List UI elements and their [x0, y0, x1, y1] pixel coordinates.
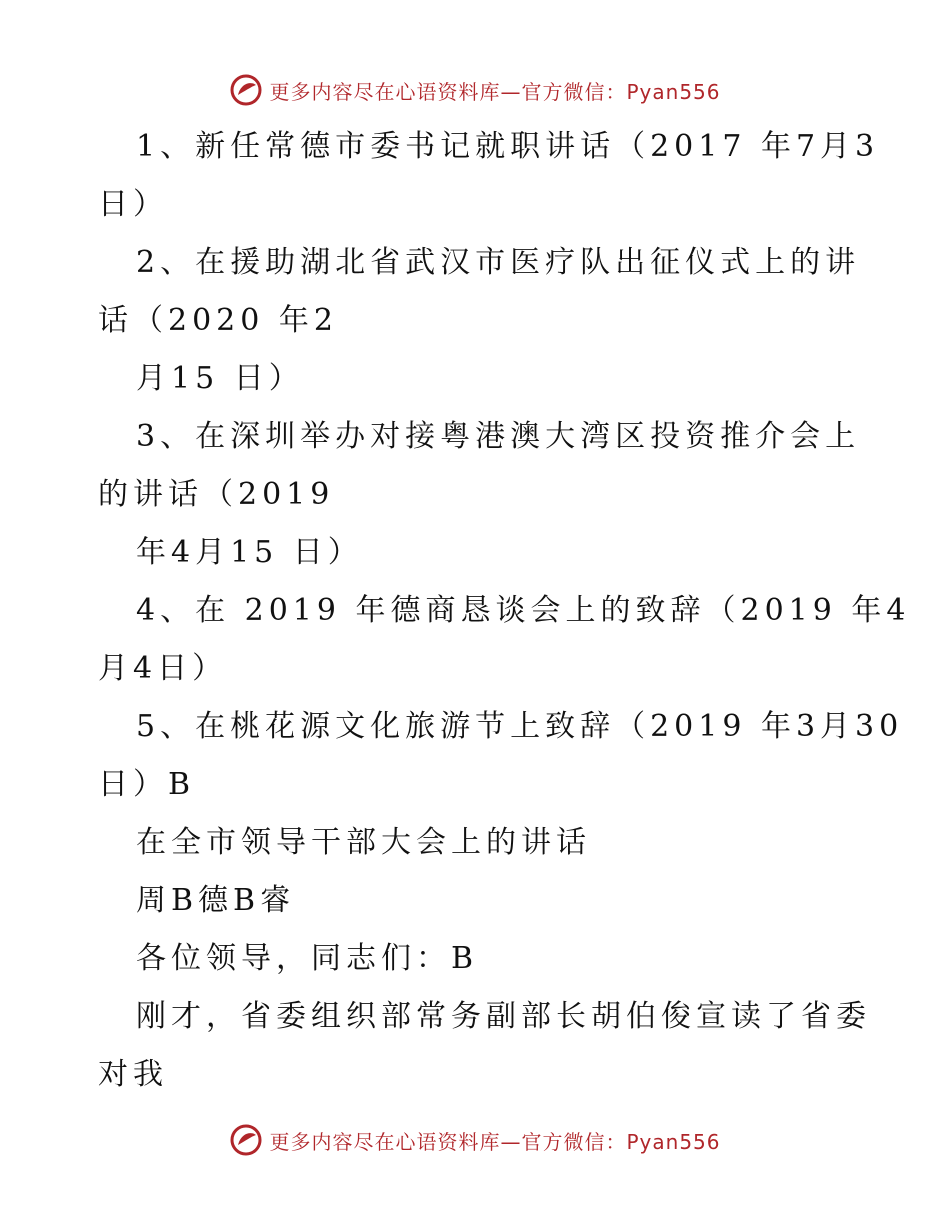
doc-line-11: 5、在桃花源文化旅游节上致辞（2019 年3月30 [136, 709, 904, 744]
footer-brand-text: 更多内容尽在心语资料库 [269, 1129, 501, 1154]
header-brand-text-group [269, 76, 720, 105]
header-wechat-label: 官方微信： [521, 79, 627, 104]
header-brand [229, 73, 720, 107]
doc-line-9: 4、在 2019 年德商恳谈会上的致辞（2019 年4 [136, 593, 911, 628]
doc-line-6: 3、在深圳举办对接粤港澳大湾区投资推介会上 [136, 419, 861, 454]
doc-line-1: 1、新任常德市委书记就职讲话（2017 年7月3 [136, 129, 880, 164]
library-logo-icon [229, 73, 263, 107]
footer-brand-text-group [269, 1126, 720, 1155]
header-brand-text: 更多内容尽在心语资料库 [269, 79, 501, 104]
footer-dash: — [500, 1129, 522, 1154]
page-header [0, 70, 950, 110]
doc-line-5: 月15 日） [136, 361, 304, 396]
doc-line-2: 日） [98, 187, 168, 222]
footer-wechat-id: Pyan556 [626, 1129, 721, 1154]
doc-line-10: 月4日） [98, 651, 228, 686]
footer-wechat-label: 官方微信： [521, 1129, 627, 1154]
header-wechat-id: Pyan556 [626, 79, 721, 104]
doc-line-16: 刚才，省委组织部常务副部长胡伯俊宣读了省委 [136, 999, 871, 1034]
doc-line-4: 话（2020 年2 [98, 303, 338, 338]
document-body [98, 118, 911, 1104]
doc-line-12: 日）B [98, 767, 196, 802]
footer-brand [229, 1123, 720, 1157]
doc-line-13: 在全市领导干部大会上的讲话 [136, 825, 591, 860]
library-logo-icon [229, 1123, 263, 1157]
doc-line-3: 2、在援助湖北省武汉市医疗队出征仪式上的讲 [136, 245, 861, 280]
doc-line-7: 的讲话（2019 [98, 477, 335, 512]
doc-line-14: 周B德B睿 [136, 883, 296, 918]
header-dash: — [500, 79, 522, 104]
doc-line-8: 年4月15 日） [136, 535, 363, 570]
doc-line-17: 对我 [98, 1057, 168, 1092]
doc-line-15: 各位领导，同志们：B [136, 941, 479, 976]
page-footer [0, 1120, 950, 1160]
